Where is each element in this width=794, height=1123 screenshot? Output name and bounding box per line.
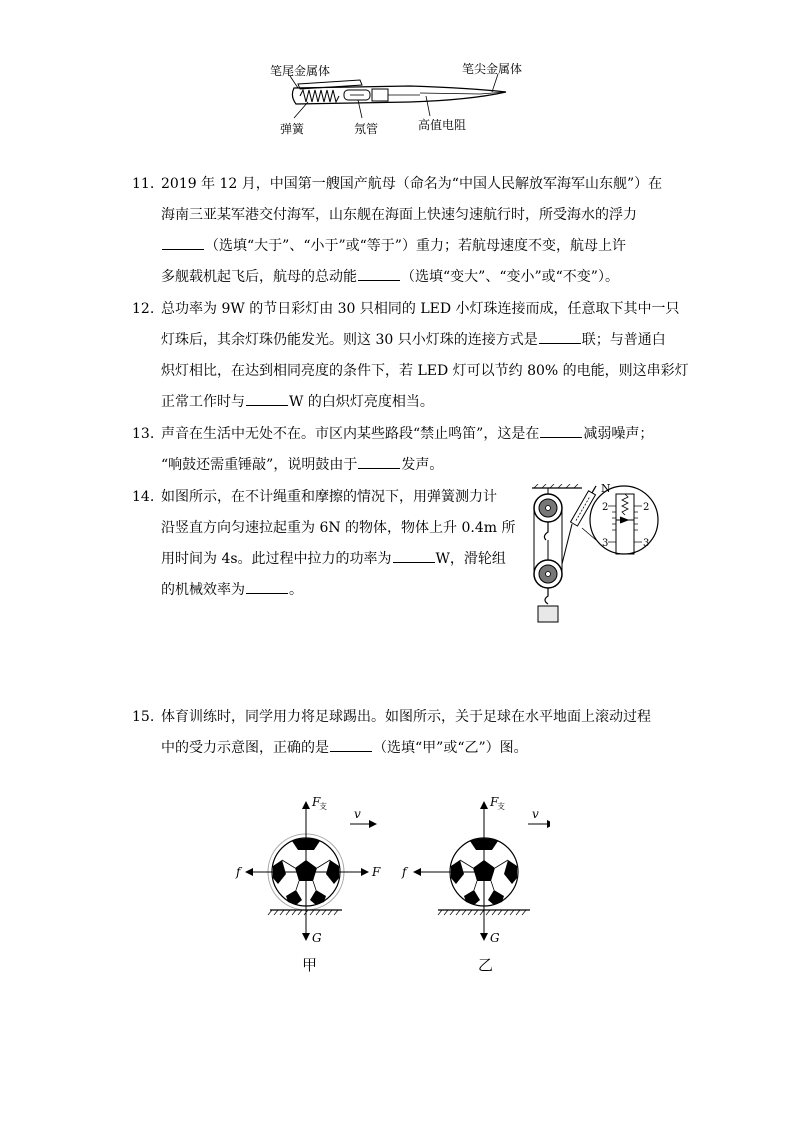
ball-figures — [230, 790, 550, 980]
question-number: 14. — [132, 489, 155, 505]
question-line: 体育训练时，同学用力将足球踢出。如图所示，关于足球在水平地面上滚动过程 — [161, 709, 651, 725]
question-line — [161, 231, 662, 262]
answer-blank[interactable] — [358, 266, 400, 281]
force-friction-right: f — [402, 865, 407, 879]
scale-tick-3-right: 3 — [643, 538, 650, 549]
question-text: 联；与普通白 — [581, 332, 666, 348]
answer-blank[interactable] — [330, 737, 372, 752]
question-line: 沿竖直方向匀速拉起重为 6N 的物体，物体上升 0.4m 所 — [161, 520, 516, 536]
question-number: 12. — [132, 301, 155, 317]
question-line — [161, 450, 653, 481]
question-text: （选填“甲”或“乙”）图。 — [373, 740, 528, 756]
question-line — [161, 419, 653, 450]
question-text: 中的受力示意图，正确的是 — [161, 740, 329, 756]
question-text: 用时间为 4s。此过程中拉力的功率为 — [161, 551, 392, 567]
question-text: “响鼓还需重锤敲”，说明鼓由于 — [161, 457, 358, 473]
question-text: 减弱噪声； — [583, 426, 654, 442]
question-line: 2019 年 12 月，中国第一艘国产航母（命名为“中国人民解放军海军山东舰”）在 — [161, 176, 663, 192]
velocity-right: v — [532, 807, 539, 821]
answer-blank[interactable] — [246, 391, 288, 406]
question-text: 多舰载机起飞后，航母的总动能 — [161, 269, 357, 285]
question-text: 。 — [289, 582, 303, 598]
label-neon-tube: 氖管 — [354, 122, 379, 136]
question-line — [161, 325, 689, 356]
label-spring: 弹簧 — [280, 122, 305, 136]
ball-right — [414, 802, 550, 940]
question-line — [161, 262, 662, 293]
scale-tick-2-left: 2 — [602, 502, 609, 513]
force-friction-left: f — [236, 865, 241, 879]
question-line: 如图所示，在不计绳重和摩擦的情况下，用弹簧测力计 — [161, 489, 497, 505]
question-number: 13. — [132, 426, 155, 442]
question-text: W 的白炽灯亮度相当。 — [289, 394, 434, 410]
question-text: 的机械效率为 — [161, 582, 245, 598]
ball-diagram — [230, 790, 550, 950]
force-gravity-left: G — [312, 931, 322, 945]
question-line — [161, 575, 516, 606]
scale-tick-2-right: 2 — [643, 502, 650, 513]
question-line — [161, 387, 689, 418]
force-support-left-sub: 支 — [319, 802, 327, 811]
scale-tick-3-left: 3 — [602, 538, 609, 549]
answer-blank[interactable] — [393, 548, 435, 563]
force-support-right: F — [490, 795, 499, 809]
answer-blank[interactable] — [358, 454, 400, 469]
answer-blank[interactable] — [162, 235, 204, 250]
label-tip-metal: 笔尖金属体 — [462, 62, 523, 76]
pulley-diagram — [512, 484, 672, 628]
ball-left — [246, 802, 376, 940]
question-text: （选填“变大”、“变小”或“不变”）。 — [401, 269, 619, 285]
question-text: 声音在生活中无处不在。市区内某些路段“禁止鸣笛”，这是在 — [161, 426, 540, 442]
label-tail-metal: 笔尾金属体 — [270, 64, 331, 78]
question-line — [161, 544, 516, 575]
scale-unit-label: N — [601, 484, 611, 495]
answer-blank[interactable] — [540, 423, 582, 438]
question-line — [161, 733, 651, 764]
pulley-figure — [512, 484, 672, 628]
pen-figure — [260, 58, 540, 138]
caption-jia: 甲 — [302, 956, 318, 974]
force-support-right-sub: 支 — [497, 802, 505, 811]
question-number: 15. — [132, 709, 155, 725]
answer-blank[interactable] — [539, 329, 581, 344]
question-text: 正常工作时与 — [161, 394, 245, 410]
answer-blank[interactable] — [246, 579, 288, 594]
question-line: 总功率为 9W 的节日彩灯由 30 只相同的 LED 小灯珠连接而成，任意取下其中一只 — [161, 301, 680, 317]
caption-yi: 乙 — [478, 956, 494, 974]
force-push-left: F — [372, 865, 381, 879]
question-text: （选填“大于”、“小于”或“等于”）重力；若航母速度不变，航母上许 — [205, 238, 626, 254]
velocity-left: v — [354, 807, 361, 821]
question-line: 海南三亚某军港交付海军，山东舰在海面上快速匀速航行时，所受海水的浮力 — [161, 207, 637, 223]
force-gravity-right: G — [490, 931, 500, 945]
force-support-left: F — [312, 795, 321, 809]
question-line: 炽灯相比，在达到相同亮度的条件下，若 LED 灯可以节约 80% 的电能，则这串彩灯 — [161, 363, 689, 379]
label-resistor: 高值电阻 — [418, 118, 467, 132]
question-text: W，滑轮组 — [435, 551, 506, 567]
question-number: 11. — [132, 176, 155, 192]
question-text: 发声。 — [401, 457, 444, 473]
question-text: 灯珠后，其余灯珠仍能发光。则这 30 只小灯珠的连接方式是 — [161, 332, 538, 348]
